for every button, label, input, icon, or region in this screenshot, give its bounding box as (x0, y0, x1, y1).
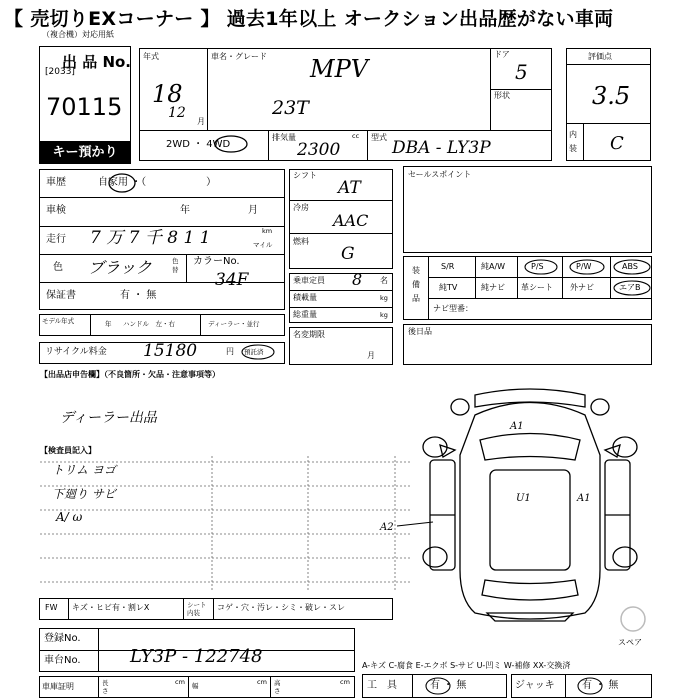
equip-sr: S/R (441, 262, 455, 271)
navi-model-label: ナビ型番： (433, 304, 473, 313)
grade-value: 23T (272, 97, 309, 119)
displacement-label: 排気量 (272, 133, 296, 142)
later-items-box (403, 324, 652, 365)
equip-leather: 革シート (521, 283, 553, 292)
seat-label: シート内装 (187, 601, 207, 617)
pw-circle (566, 258, 608, 276)
history-text: 自家用 ・（ ） (98, 177, 217, 188)
capacity-label: 乗車定員 (293, 276, 325, 285)
recycle-deposit: 預託済 (244, 348, 264, 356)
header-bar (0, 0, 700, 34)
equip-ext-navi: 外ナビ (570, 283, 594, 292)
inspection-label: 車検 (46, 205, 66, 216)
equipment-label: 装備品 (412, 266, 420, 303)
spare-tire-icon (618, 604, 648, 634)
equip-ps: P/S (531, 262, 544, 271)
recycle-label: リサイクル料金 (45, 347, 107, 357)
length-label: 長さ (102, 679, 109, 695)
sales-point-box (403, 166, 652, 253)
height-unit: cm (340, 678, 350, 686)
model-label: 型式 (371, 133, 387, 142)
tools-label: 工 具 (367, 680, 397, 691)
load-label: 積載量 (293, 293, 317, 302)
notes-value: ディーラー出品 (60, 410, 157, 426)
lot-number: 70115 (46, 93, 123, 121)
warranty-label: 保証書 (46, 290, 76, 301)
recycle-unit: 円 (226, 347, 234, 356)
later-items-label: 後日品 (408, 327, 432, 336)
history-circle (107, 172, 137, 194)
mark-right: A1 (577, 493, 591, 504)
shift-label: シフト (293, 171, 317, 180)
abs-circle (611, 258, 653, 276)
inspector-header: 【検査員記入】 (40, 446, 96, 455)
airbag-circle (611, 279, 653, 297)
grade-label: 評価点 (588, 52, 612, 61)
gross-label: 総重量 (293, 310, 317, 319)
arrow-left (395, 518, 435, 530)
inspector-note-2: 下廻り サビ (52, 487, 116, 501)
name-change-label: 名変期限 (293, 330, 325, 339)
width-label: 幅 (192, 682, 199, 690)
jack-label: ジャッキ (515, 680, 555, 691)
doors-label: ドア (494, 50, 510, 59)
shape-label: 形状 (494, 91, 510, 100)
equip-alloy: 純A/W (481, 262, 506, 271)
mark-roof: U1 (516, 493, 531, 504)
lot-label: 出 品 No. (62, 53, 132, 71)
grade-value: 3.5 (592, 82, 631, 110)
warranty-options: 有 ・ 無 (120, 290, 157, 301)
color-no-value: 34F (215, 270, 249, 290)
name-value: MPV (310, 55, 369, 83)
recycle-value: 15180 (143, 341, 198, 361)
registration-label: 登録No. (44, 633, 81, 644)
displacement-value: 2300 (297, 140, 341, 160)
height-label: 高さ (274, 679, 281, 695)
name-label: 車名・グレード (211, 52, 267, 61)
mark-front: A1 (510, 421, 524, 432)
car-damage-diagram (415, 385, 645, 625)
mileage-unit-mile: マイル (253, 241, 273, 249)
damage-legend: A-キズ C-腐食 E-エクボ S-サビ U-凹ミ W-補修 XX-交換済 (362, 661, 571, 670)
displacement-unit: cc (352, 132, 360, 140)
chassis-value: LY3P - 122748 (130, 646, 263, 667)
year-label: 年式 (143, 52, 159, 61)
capacity-unit: 名 (380, 276, 388, 285)
garage-cert-label: 車庫証明 (42, 682, 74, 691)
deposit-circle (240, 343, 276, 361)
mark-left: A2 (380, 522, 394, 533)
fuel-value: G (341, 244, 355, 264)
ps-circle (521, 258, 561, 276)
spare-label: スペア (618, 638, 642, 647)
lot-small-code: [2033] (45, 67, 75, 77)
width-unit: cm (257, 678, 267, 686)
drive-circle (213, 134, 249, 154)
year-value: 18 (152, 80, 183, 108)
capacity-value: 8 (352, 270, 363, 289)
inspector-note-3: A/ ω (56, 510, 83, 524)
inspection-month: 月 (248, 205, 258, 216)
handle-label: ハンドル 左・右 (123, 320, 175, 328)
length-unit: cm (175, 678, 185, 686)
gross-unit: kg (380, 311, 388, 319)
chassis-label: 車台No. (44, 655, 81, 666)
color-label: 色 (53, 262, 63, 273)
subtitle: （複合機）対応用紙 (42, 30, 114, 39)
equip-navi: 純ナビ (481, 283, 505, 292)
sales-point-label: セールスポイント (408, 170, 472, 179)
mileage-label: 走行 (46, 234, 66, 245)
color-no-label: カラーNo. (193, 256, 240, 267)
notes-header: 【出品店申告欄】（不良箇所・欠品・注意事項等） (40, 370, 220, 379)
jack-circle (575, 676, 605, 696)
fw-options: キズ・ヒビ有・割レX (72, 603, 150, 612)
ac-value: AAC (333, 211, 369, 230)
interior-value: C (610, 133, 624, 154)
mileage-value: 7 万 7 千 8 1 1 (90, 228, 211, 248)
color-value: ブラック (88, 258, 152, 277)
month-unit: 月 (197, 117, 205, 126)
seat-options: コゲ・穴・汚レ・シミ・破レ・スレ (217, 603, 345, 612)
equip-tv: 純TV (439, 283, 458, 292)
key-deposit-badge: キー預かり (39, 142, 131, 164)
tools-options: 有 ・ 無 (430, 680, 467, 691)
month-value: 12 (168, 105, 186, 121)
ac-label: 冷房 (293, 203, 309, 212)
equip-abs: ABS (622, 262, 638, 271)
equip-pw: P/W (576, 262, 592, 271)
history-label: 車歴 (46, 177, 66, 188)
page-title: 【 売切りEXコーナー 】 過去1年以上 オークション出品歴がない車両 (4, 8, 614, 30)
shift-value: AT (338, 178, 361, 198)
load-unit: kg (380, 294, 388, 302)
inspector-note-1: トリム ヨゴ (52, 463, 116, 477)
equip-airbag: エアB (619, 283, 641, 292)
dealer-label: ディーラー・並行 (208, 320, 260, 328)
fw-label: FW (45, 603, 58, 612)
model-value: DBA - LY3P (392, 138, 491, 158)
doors-value: 5 (515, 60, 528, 84)
interior-label: 内装 (569, 130, 577, 153)
drive-label: 2WD ・ 4WD (166, 139, 231, 150)
model-year-unit: 年 (105, 320, 112, 328)
name-change-month: 月 (367, 351, 375, 360)
jack-options: 有 ・ 無 (582, 680, 619, 691)
model-year-label: モデル年式 (42, 317, 75, 325)
inspection-year: 年 (180, 205, 190, 216)
mileage-unit-km: km (262, 227, 273, 235)
tools-circle (423, 676, 453, 696)
color-change-label: 色替 (172, 257, 179, 274)
fuel-label: 燃料 (293, 237, 309, 246)
